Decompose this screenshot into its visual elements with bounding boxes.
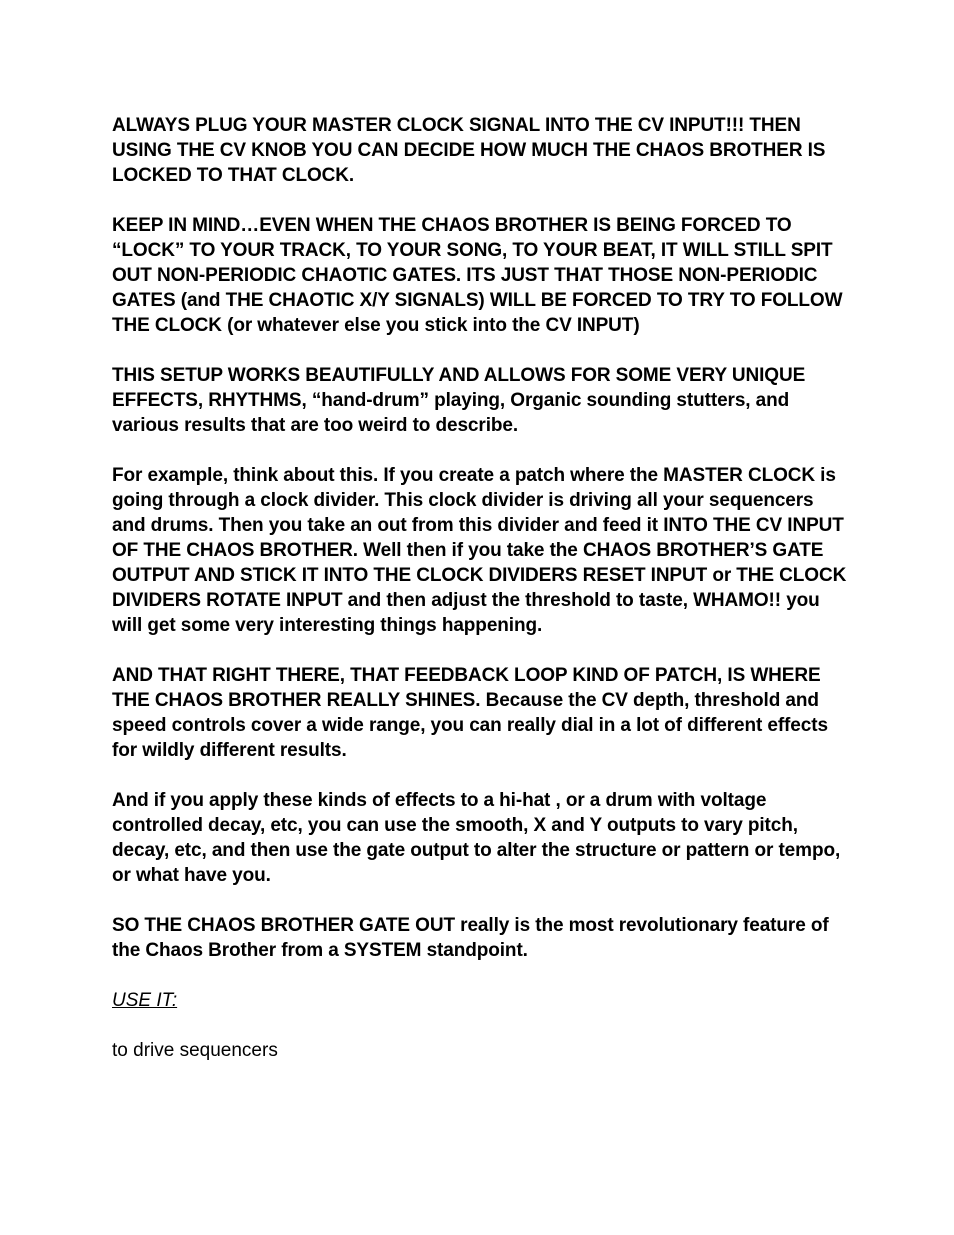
document-page [112,113,847,1063]
paragraph-feedback-loop: AND THAT RIGHT THERE, THAT FEEDBACK LOOP KIND OF PATCH, IS WHERE THE CHAOS BROTHER REALLY SHINES. Because the CV depth, threshold and speed controls cover a wide range, you can really dial in a lot of different effects for wildly different results. [112,665,828,761]
paragraph-keep-in-mind: KEEP IN MIND…EVEN WHEN THE CHAOS BROTHER IS BEING FORCED TO “LOCK” TO YOUR TRACK, TO YOUR SONG, TO YOUR BEAT, IT WILL STILL SPIT OUT NON-PERIODIC CHAOTIC GATES. ITS JUST THAT THOSE NON-PERIODIC GATES (and THE CHAOTIC X/Y SIGNALS) WILL BE FORCED TO TRY TO FOLLOW THE CLOCK (or whatever else you stick into the CV INPUT) [112,215,843,336]
paragraph-for-example: For example, think about this. If you create a patch where the MASTER CLOCK is going through a clock divider. This clock divider is driving all your sequencers and drums. Then you take an out from this divider and feed it INTO THE CV INPUT OF THE CHAOS BROTHER. Well then if you take the CHAOS BROTHER’S GATE OUTPUT AND STICK IT INTO THE CLOCK DIVIDERS RESET INPUT or THE CLOCK DIVIDERS ROTATE INPUT and then adjust the threshold to taste, WHAMO!! you will get some very interesting things happening. [112,465,847,636]
use-it-heading: USE IT: [112,990,178,1011]
paragraph-master-clock: ALWAYS PLUG YOUR MASTER CLOCK SIGNAL INTO THE CV INPUT!!! THEN USING THE CV KNOB YOU CAN DECIDE HOW MUCH THE CHAOS BROTHER IS LOCKED TO THAT CLOCK. [112,115,826,186]
paragraph-hi-hat: And if you apply these kinds of effects to a hi-hat , or a drum with voltage controlled decay, etc, you can use the smooth, X and Y outputs to vary pitch, decay, etc, and then use the gate output to alter the structure or pattern or tempo, or what have you. [112,790,841,886]
use-item-text: to drive sequencers [112,1040,278,1061]
paragraph-gate-out: SO THE CHAOS BROTHER GATE OUT really is the most revolutionary feature of the Chaos Brother from a SYSTEM standpoint. [112,915,829,961]
paragraph-setup-works: THIS SETUP WORKS BEAUTIFULLY AND ALLOWS FOR SOME VERY UNIQUE EFFECTS, RHYTHMS, “hand-drum” playing, Organic sounding stutters, and various results that are too weird to describe. [112,365,806,436]
